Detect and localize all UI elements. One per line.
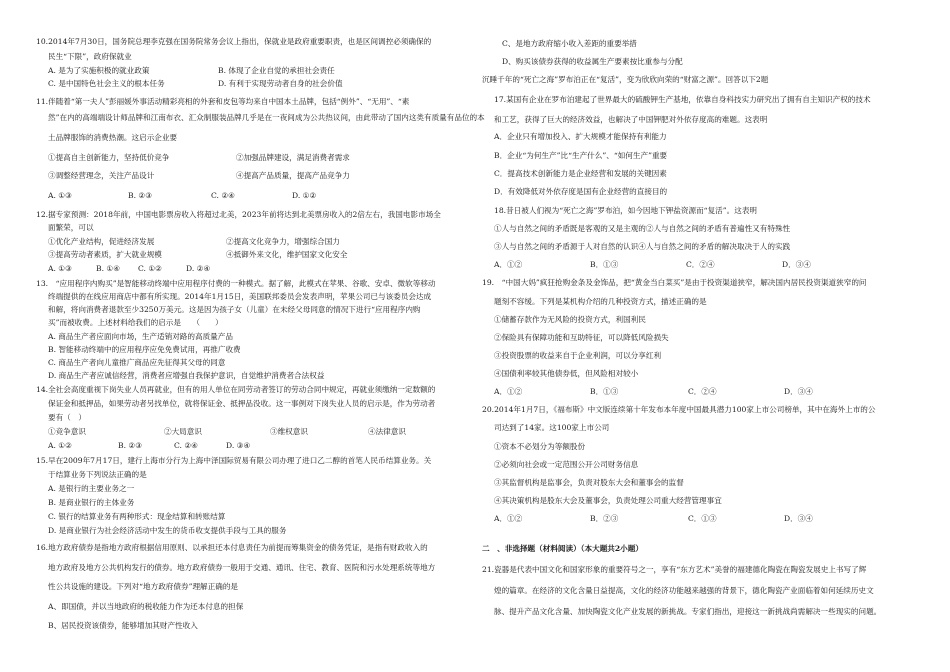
question-19-statement-4: ④国债利率较其他债券低，但风险相对较小 (494, 369, 639, 378)
question-12-stem: 12.据专家预测：2018年前，中国电影票房收入将超过北美，2023年前将达到北美票房收入的2倍左右，我国电影市场全 (36, 210, 441, 219)
question-18-option-d: D．③④ (782, 260, 811, 269)
question-18-statement-12: ①人与自然之间的矛盾既是客观的又是主观的②人与自然之间的矛盾有普遍性又有特殊性 (494, 224, 791, 233)
question-21-stem-cont2: 脉、提升产品文化含量、加快陶瓷文化产业发展的新挑战。专家们指出，迎接这一新挑战尚需解决一些现实的问题。 (494, 607, 882, 616)
question-14-option-d: D. ③④ (226, 441, 251, 450)
question-12-statement-4: ④抵御外来文化，维护国家文化安全 (226, 250, 348, 259)
question-12-stem-cont: 面繁荣，可以 (48, 223, 94, 232)
question-15-option-d: D. 是商业银行为社会经济活动中发生的货币收支提供手段与工具的服务 (48, 526, 287, 535)
question-17-option-d: D．有效降低对外依存度是国有企业经营的直接目的 (494, 187, 668, 196)
question-19-statement-2: ②保险具有保障功能和互助特征，可以降低风险损失 (494, 333, 669, 342)
question-18-option-c: C．②④ (686, 260, 715, 269)
question-14-option-b: B. ②③ (118, 441, 143, 450)
question-20-statement-4: ④其决策机构是股东大会及董事会，负责处理公司重大经营管理事宜 (494, 496, 722, 505)
question-13-stem: 13. “应用程序内购买”是智能移动终端中应用程序付费的一种模式。据了解，此模式在苹果、谷歌、安卓、微软等移动 (36, 279, 436, 288)
question-17-stem-cont: 和工艺，获得了巨大的经济效益，也解决了中国钾肥对外依存度高的难题。这表明 (494, 115, 768, 124)
question-18-option-a: A．①② (494, 260, 523, 269)
question-13-option-a: A. 商品生产者应面向市场，生产适销对路的高质量产品 (48, 332, 233, 341)
question-13-stem-cont2: 和解，将向消费者退款至少3250万美元。这是因为孩子女（儿童）在未经父母同意的情况下进行“应用程序内购 (48, 305, 421, 314)
question-13-stem-cont: 终端提供的在线应用商店中都有所实现。2014年1月15日，美国联邦委员会发表声明，苹果公司已与该委员会达成 (48, 292, 432, 301)
question-11-statement-4: ④提高产品质量，提高产品竞争力 (236, 171, 350, 180)
question-15-option-a: A. 是银行的主要业务之一 (48, 484, 135, 493)
question-14-stem-cont: 保证金和抵押品，如果劳动者另找单位，就将保证金、抵押品没收。这一事例对下岗失业人员的启示是，作为劳动者 (48, 399, 436, 408)
question-20-stem-cont: 司达到了14家。这100家上市公司 (494, 423, 610, 432)
question-14-statement-1: ①竞争意识 (48, 427, 86, 436)
question-12-option-b: B. ①④ (96, 264, 121, 273)
question-10-option-a: A. 是为了实施积极的就业政策 (48, 66, 150, 75)
question-11-statement-2: ②加强品牌建设，满足消费者需求 (236, 153, 350, 162)
question-15-stem-cont: 于结算业务下列说法正确的是 (48, 470, 147, 479)
question-20-option-a: A．①② (494, 514, 523, 523)
question-21-stem-cont: 煌的篇章。在经济的文化含量日益提高，文化的经济功能越来越强的背景下，德化陶瓷产业面临着如何延续历史文 (494, 586, 874, 595)
question-19-option-c: C．②④ (688, 387, 717, 396)
question-12-statement-1: ①优化产业结构，促进经济发展 (48, 237, 155, 246)
question-16-option-a: A、即国债，并以当地政府的税收能力作为还本付息的担保 (48, 602, 244, 611)
question-19-option-d: D．③④ (784, 387, 813, 396)
question-13-option-b: B. 智能移动终端中的应用程序应免免费试用，再推广收费 (48, 345, 241, 354)
question-21-stem: 21.瓷器是代表中国文化和国家形象的重要符号之一，享有“东方艺术”美誉的福建德化陶瓷在陶瓷发展史上书写了辉 (482, 565, 867, 574)
question-14-statement-2: ②大局意识 (164, 427, 202, 436)
question-12-option-d: D. ②④ (186, 264, 211, 273)
question-15-option-c: C. 银行的结算业务有两种形式：现金结算和转账结算 (48, 512, 226, 521)
question-10-stem: 10.2014年7月30日，国务院总理李克强在国务院常务会议上指出，保就业是政府重要职责，也是区间调控必须确保的 (36, 37, 432, 46)
section-2-heading: 二 、非选择题（材料阅读）（本大题共2小题） (482, 544, 643, 553)
question-17-option-c: C．提高技术创新能力是企业经营和发展的关键因素 (494, 169, 667, 178)
question-16-option-b: B、居民投资该债券，能够增加其财产性收入 (48, 621, 198, 630)
question-12-option-a: A. ①③ (48, 264, 72, 273)
question-16-option-d: D、购买该债券获得的收益属生产要素按比重参与分配 (502, 57, 683, 66)
question-20-statement-3: ③其监督机构是监事会，负责对股东大会和董事会的监督 (494, 478, 684, 487)
question-11-stem-cont: 然”在内的高端端设计师品牌和江南布衣、汇众制服装品牌几乎是在一夜间成为公共热议间，由此带动了国内这类有质量有品位的本 (48, 113, 485, 122)
question-20-option-b: B．②③ (590, 514, 619, 523)
question-20-option-c: C．①③ (688, 514, 717, 523)
question-16-stem: 16.地方政府债券是指地方政府根据信用原则、以承担还本付息责任为前提而筹集资金的债务凭证，是指有财政收入的 (36, 543, 428, 552)
question-16-stem-cont: 地方政府及地方公共机构发行的债券。地方政府债券一般用于交通、通讯、住宅、教育、医院和污水处理系统等地方 (48, 563, 436, 572)
question-15-option-b: B. 是商业银行的主体业务 (48, 498, 135, 507)
passage-17-18: 沉睡千年的“死亡之海”罗布泊正在“复活”，变为欣欣向荣的“财富之源”。回答以下2题 (482, 75, 769, 84)
question-13-option-c: C. 商品生产者向儿童推广商品应先征得其父母的同意 (48, 358, 226, 367)
question-14-stem-cont2: 要有（ ） (48, 413, 86, 422)
question-14-stem: 14.全社会高度重视下岗失业人员再就业，但有的用人单位在同劳动者签订的劳动合同中规定，再就业须缴纳一定数额的 (36, 385, 436, 394)
question-20-statement-2: ②必须向社会或一定范围公开公司财务信息 (494, 460, 639, 469)
question-19-option-b: B．①③ (590, 387, 619, 396)
question-10-option-d: D. 有利于实现劳动者自身的社会价值 (218, 79, 343, 88)
question-13-stem-cont3: 买”而被收费。上述材料给我们的启示是 （ ） (48, 318, 223, 327)
question-11-option-b: B. ②③ (128, 191, 153, 200)
question-17-stem: 17.某国有企业在罗布泊建起了世界最大的硫酸钾生产基地，依靠自身科技实力研究出了拥有自主知识产权的技术 (494, 95, 871, 104)
question-17-option-a: A．企业只有增加投入、扩大规模才能保持有利能力 (494, 132, 667, 141)
question-11-statement-1: ①提高自主创新能力，坚持低价竞争 (48, 153, 170, 162)
question-14-statement-4: ④法律意识 (368, 427, 406, 436)
question-10-option-b: B. 体现了企业自觉的承担社会责任 (218, 66, 335, 75)
question-10-option-c: C. 是中国特色社会主义的根本任务 (48, 79, 165, 88)
question-14-statement-3: ③维权意识 (270, 427, 308, 436)
question-10-stem-cont: 民生“下限”，政府保就业 (48, 52, 132, 61)
question-15-stem: 15.早在2009年7月17日，建行上海市分行为上海中泽国际贸易有限公司办理了进口乙二醇的首笔人民币结算业务。关 (36, 456, 432, 465)
question-11-stem-cont2: 土品牌服饰的消费热潮。这启示企业要 (48, 133, 178, 142)
question-20-statement-1: ①资本不必划分为等额股份 (494, 442, 586, 451)
question-14-option-a: A. ①② (48, 441, 72, 450)
question-19-stem: 19. “中国大妈”疯狂抢购金条及金饰品，把“黄金当白菜买”是由于投资渠道狭窄，解决国内居民投资渠道狭窄的问 (482, 278, 867, 287)
question-11-statement-3: ③调整经营理念，关注产品设计 (48, 171, 155, 180)
question-12-statement-3: ③提高劳动者素质，扩大就业规模 (48, 250, 162, 259)
question-18-statement-34: ③人与自然之间的矛盾源于人对自然的认识④人与自然之间的矛盾的解决取决于人的实践 (494, 242, 791, 251)
question-19-statement-1: ①储蓄存款作为无风险的投资方式，利国利民 (494, 315, 646, 324)
question-20-stem: 20.2014年1月7日，《福布斯》中文版连续第十年发布本年度中国最具潜力100家上市公司榜单，其中在海外上市的公 (482, 405, 876, 414)
question-12-statement-2: ②提高文化竞争力，增强综合国力 (226, 237, 340, 246)
question-12-option-c: C. ①② (138, 264, 162, 273)
question-18-stem: 18.昔日被人们视为“死亡之海”罗布泊，如今因地下钾盐资源而“复活”。这表明 (494, 206, 758, 215)
question-11-option-a: A. ①③ (48, 191, 72, 200)
question-16-stem-cont2: 性公共设施的建设。下列对“地方政府债券”理解正确的是 (48, 582, 239, 591)
question-11-stem: 11.伴随着“第一夫人”彭丽媛外事活动精彩亮相的外套和皮包等均来自中国本土品牌，包括“例外”、“无用”、“素 (36, 97, 410, 106)
question-16-option-c: C、是地方政府缩小收入差距的重要举措 (502, 39, 637, 48)
question-17-option-b: B．企业“为何生产”比“生产什么”、“如何生产”重要 (494, 151, 668, 160)
question-18-option-b: B．①③ (590, 260, 619, 269)
question-11-option-d: D. ①② (292, 191, 317, 200)
question-19-option-a: A．①② (494, 387, 523, 396)
question-14-option-c: C. ②④ (174, 441, 198, 450)
question-11-option-c: C. ②④ (211, 191, 235, 200)
question-19-statement-3: ③投资股票的收益来自于企业利润，可以分享红利 (494, 351, 662, 360)
question-20-option-d: D．③④ (784, 514, 813, 523)
question-13-option-d: D. 商品生产者应诚信经营，消费者应增强自我保护意识，自觉维护消费者合法权益 (48, 371, 325, 380)
question-19-stem-cont: 题刻不容缓。下列是某机构介绍的几种投资方式，描述正确的是 (494, 297, 707, 306)
